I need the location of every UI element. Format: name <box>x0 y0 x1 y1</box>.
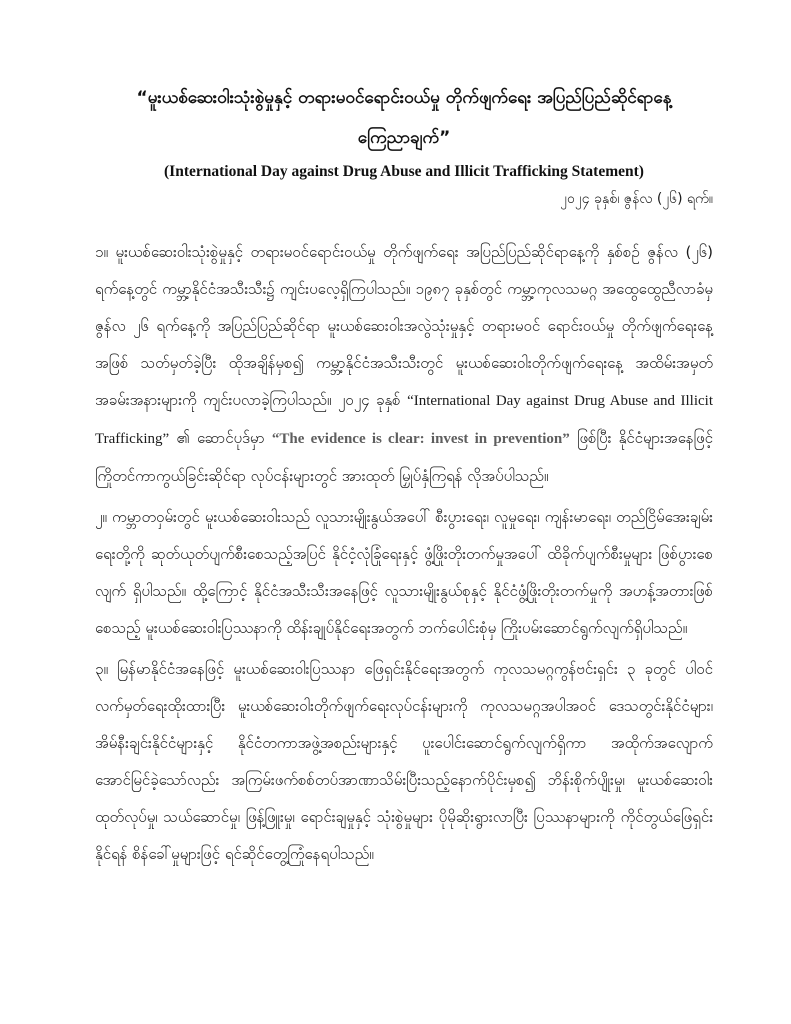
paragraph-2: ၂။ ကမ္ဘာတဝှမ်းတွင် မူးယစ်ဆေးဝါးသည် လူသားမျိုးနွယ်အပေါ် စီးပွားရေး၊ လူမှုရေး၊ ကျန်းမာရေး၊ တည်ငြိမ်အေးချမ်းရေးတို့ကို ဆုတ်ယုတ်ပျက်စီးစေသည့်အပြင် နိုင်ငံ့လုံခြုံရေးနှင့် ဖွံ့ဖြိုးတိုးတက်မှုအပေါ် ထိခိုက်ပျက်စီးမှုများ ဖြစ်ပွားစေလျက် ရှိပါသည်။ ထို့ကြောင့် နိုင်ငံအသီးသီးအနေဖြင့် လူသားမျိုးနွယ်စုနှင့် နိုင်ငံဖွံ့ဖြိုးတိုးတက်မှုကို အဟန့်အတားဖြစ်စေသည့် မူးယစ်ဆေးဝါးပြဿနာကို ထိန်းချုပ်နိုင်ရေးအတွက် ဘက်ပေါင်းစုံမှ ကြိုးပမ်းဆောင်ရွက်လျက်ရှိပါသည်။ <box>95 508 713 637</box>
paragraph-1-mid: ၏ ဆောင်ပုဒ်မှာ <box>169 429 272 447</box>
paragraph-3: ၃။ မြန်မာနိုင်ငံအနေဖြင့် မူးယစ်ဆေးဝါးပြဿနာ ဖြေရှင်းနိုင်ရေးအတွက် ကုလသမဂ္ဂကွန်ဗင်းရှင်း ၃ ခုတွင် ပါဝင်လက်မှတ်ရေးထိုးထားပြီး မူးယစ်ဆေးဝါးတိုက်ဖျက်ရေးလုပ်ငန်းများကို ကုလသမဂ္ဂအပါအဝင် ဒေသတွင်းနိုင်ငံများ၊ အိမ်နီးချင်းနိုင်ငံများနှင့် နိုင်ငံတကာအဖွဲ့အစည်းများနှင့် ပူးပေါင်းဆောင်ရွက်လျက်ရှိကာ အထိုက်အလျောက် အောင်မြင်ခဲ့သော်လည်း အကြမ်းဖက်စစ်တပ်အာဏာသိမ်းပြီးသည့်နောက်ပိုင်းမှစ၍ ဘိန်းစိုက်ပျိုးမှု၊ မူးယစ်ဆေးဝါး ထုတ်လုပ်မှု၊ သယ်ဆောင်မှု၊ ဖြန့်ဖြူးမှု၊ ရောင်းချမှုနှင့် သုံးစွဲမှုများ ပိုမိုဆိုးရွားလာပြီး ပြဿနာများကို ကိုင်တွယ်ဖြေရှင်းနိုင်ရန် စိန်ခေါ်မှုများဖြင့် ရင်ဆိုင်တွေ့ကြုံနေရပါသည်။ <box>95 660 713 863</box>
paragraph-1-slogan-english: “The evidence is clear: invest in prevention” <box>271 431 570 447</box>
document-header <box>95 78 713 210</box>
paragraph-1-end: ဖြစ်ပြီး နိုင်ငံများအနေဖြင့် ကြိုတင်ကာကွယ်ခြင်းဆိုင်ရာ လုပ်ငန်းများတွင် အားထုတ် မြှုပ်နှံကြရန် လိုအပ်ပါသည်။ <box>95 429 714 485</box>
document-content <box>95 78 713 877</box>
document-date: ၂၀၂၄ ခုနှစ်၊ ဇွန်လ (၂၆) ရက်။ <box>560 191 713 207</box>
document-subtitle-english: (International Day against Drug Abuse and Illicit Trafficking Statement) <box>164 163 644 180</box>
paragraph-1-day-name-english: “International Day against Drug Abuse and Illicit Trafficking” <box>95 393 713 447</box>
document-title-line2: ကြေညာချက်” <box>357 128 451 148</box>
document-title-line1: “မူးယစ်ဆေးဝါးသုံးစွဲမှုနှင့် တရားမဝင်ရောင်းဝယ်မှု တိုက်ဖျက်ရေး အပြည်ပြည်ဆိုင်ရာနေ့ <box>136 88 672 108</box>
paragraph-1 <box>95 234 713 495</box>
document-title <box>95 78 713 158</box>
document-body <box>95 234 713 873</box>
paragraph-1-intro: ၁။ မူးယစ်ဆေးဝါးသုံးစွဲမှုနှင့် တရားမဝင်ရောင်းဝယ်မှု တိုက်ဖျက်ရေး အပြည်ပြည်ဆိုင်ရာနေ့ကို နှစ်စဉ် ဇွန်လ (၂၆) ရက်နေ့တွင် ကမ္ဘာ့နိုင်ငံအသီးသီး၌ ကျင်းပလေ့ရှိကြပါသည်။ ၁၉၈၇ ခုနှစ်တွင် ကမ္ဘာ့ကုလသမဂ္ဂ အထွေထွေညီလာခံမှ ဇွန်လ ၂၆ ရက်နေ့ကို အပြည်ပြည်ဆိုင်ရာ မူးယစ်ဆေးဝါးအလွဲသုံးမှုနှင့် တရားမဝင် ရောင်းဝယ်မှု တိုက်ဖျက်ရေးနေ့အဖြစ် သတ်မှတ်ခဲ့ပြီး ထိုအချိန်မှစ၍ ကမ္ဘာ့နိုင်ငံအသီးသီးတွင် မူးယစ်ဆေးဝါးတိုက်ဖျက်ရေးနေ့ အထိမ်းအမှတ်အခမ်းအနားများကို ကျင်းပလာခဲ့ကြပါသည်။ ၂၀၂၄ ခုနှစ် <box>95 243 713 409</box>
